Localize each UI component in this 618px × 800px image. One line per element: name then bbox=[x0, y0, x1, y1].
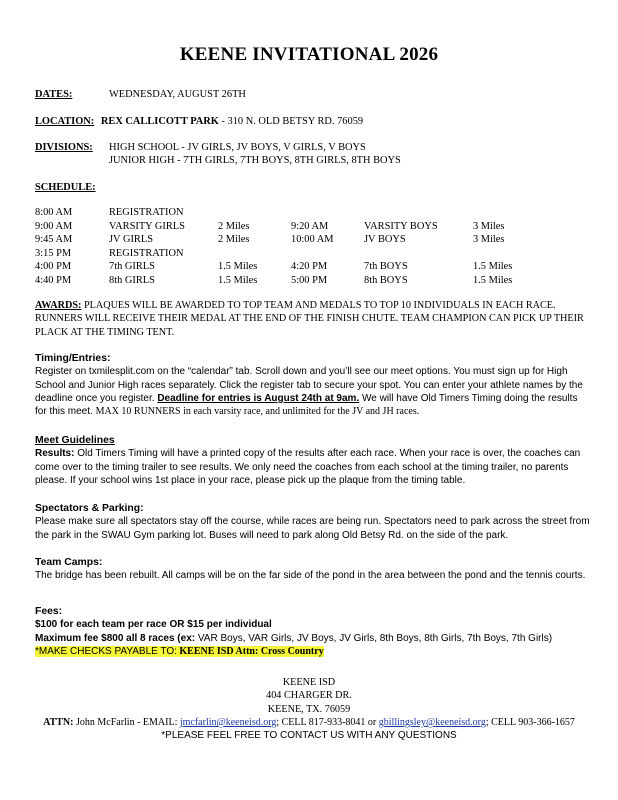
schedule-distance-2: 1.5 Miles bbox=[473, 261, 513, 272]
schedule-distance-2: 3 Miles bbox=[473, 220, 505, 232]
divisions-label: DIVISIONS: bbox=[35, 142, 93, 153]
document-title: KEENE INVITATIONAL 2026 bbox=[179, 44, 439, 65]
attn-name: John McFarlin - EMAIL: bbox=[73, 717, 180, 728]
schedule-event: 8th GIRLS bbox=[109, 274, 155, 286]
schedule-event-2: VARSITY BOYS bbox=[364, 220, 438, 232]
address-line-1: KEENE ISD bbox=[282, 677, 336, 688]
fees-max-label: Maximum fee $800 all 8 races (ex: bbox=[35, 632, 196, 644]
schedule-event-2: JV BOYS bbox=[364, 234, 406, 245]
schedule-event: REGISTRATION bbox=[109, 207, 184, 218]
schedule-time: 9:45 AM bbox=[35, 234, 73, 245]
location-label: LOCATION: bbox=[35, 116, 95, 127]
schedule-time-2: 4:20 PM bbox=[291, 261, 328, 272]
guidelines-heading: Meet Guidelines bbox=[35, 435, 115, 446]
schedule-event: 7th GIRLS bbox=[109, 261, 155, 272]
schedule-distance: 2 Miles bbox=[218, 234, 250, 245]
closing-line: *PLEASE FEEL FREE TO CONTACT US WITH ANY QUESTIONS bbox=[161, 730, 457, 741]
timing-text bbox=[35, 365, 591, 418]
timing-heading: Timing/Entries: bbox=[35, 353, 111, 364]
schedule-time: 4:40 PM bbox=[35, 274, 72, 286]
location-address: - 310 N. OLD BETSY RD. 76059 bbox=[218, 116, 364, 127]
fees-section bbox=[35, 605, 591, 658]
schedule-time: 9:00 AM bbox=[35, 220, 73, 232]
awards-label: AWARDS: bbox=[35, 300, 82, 311]
dates-row bbox=[35, 88, 246, 101]
spectators-section bbox=[35, 502, 591, 542]
schedule-time: 4:00 PM bbox=[35, 261, 72, 272]
schedule-heading bbox=[35, 181, 96, 194]
address-line-2: 404 CHARGER DR. bbox=[266, 690, 352, 701]
fees-line-2 bbox=[35, 632, 591, 645]
awards-paragraph bbox=[35, 299, 591, 339]
divisions-line-2: JUNIOR HIGH - 7TH GIRLS, 7TH BOYS, 8TH GIRLS, 8TH BOYS bbox=[109, 155, 401, 166]
fees-heading: Fees: bbox=[35, 606, 63, 617]
schedule-distance: 1.5 Miles bbox=[218, 261, 258, 272]
schedule-time-2: 5:00 PM bbox=[291, 274, 328, 286]
checks-payee: KEENE ISD Attn: Cross Country bbox=[176, 645, 324, 657]
schedule-time-2: 10:00 AM bbox=[291, 234, 334, 245]
attn-line bbox=[0, 716, 618, 730]
attn-cell-1: ; CELL 817-933-8041 or bbox=[276, 717, 379, 728]
results-paragraph bbox=[35, 447, 591, 487]
spectators-text: Please make sure all spectators stay off the course, while races are being run. Spectators need to park across the street from the park in the SWAU Gym parking lot. Buses will need to park along Old Betsy Rd. on the side of the park. bbox=[35, 516, 590, 541]
schedule-time-2: 9:20 AM bbox=[291, 220, 329, 232]
checks-line bbox=[35, 645, 591, 658]
schedule-distance: 1.5 Miles bbox=[218, 274, 258, 286]
divisions-line-1: HIGH SCHOOL - JV GIRLS, JV BOYS, V GIRLS, V BOYS bbox=[109, 142, 366, 153]
schedule-event: JV GIRLS bbox=[109, 234, 153, 245]
attn-label: ATTN: bbox=[43, 717, 74, 728]
address-line-3: KEENE, TX. 76059 bbox=[267, 704, 351, 715]
spectators-heading: Spectators & Parking: bbox=[35, 503, 144, 514]
results-label: Results: bbox=[35, 448, 75, 460]
camps-heading: Team Camps: bbox=[35, 557, 103, 568]
divisions-row bbox=[35, 141, 366, 154]
location-row bbox=[35, 115, 363, 128]
schedule-distance: 2 Miles bbox=[218, 220, 250, 232]
schedule-event-2: 8th BOYS bbox=[364, 274, 408, 286]
results-text: Old Timers Timing will have a printed copy of the results after each race. When your race is over, the coaches can come over to the timing trailer to see results. We only need the coaches from each school at the timing trailer, no parents please. If your school wins 1st place in your race, please pick up the plaque from the timing table. bbox=[35, 448, 581, 486]
checks-highlight bbox=[35, 646, 324, 657]
schedule-event: REGISTRATION bbox=[109, 247, 184, 259]
schedule-time: 3:15 PM bbox=[35, 247, 72, 259]
camps-section bbox=[35, 556, 591, 583]
awards-text: PLAQUES WILL BE AWARDED TO TOP TEAM AND MEDALS TO TOP 10 INDIVIDUALS IN EACH RACE. RUNNERS WILL RECEIVE THEIR MEDAL AT THE END OF THE FINISH CHUTE. TEAM CHAMPION CAN PICK UP THEIR PLACK AT THE TIMING TENT. bbox=[35, 300, 584, 338]
fees-max-example: VAR Boys, VAR Girls, JV Boys, JV Girls, 8th Boys, 8th Girls, 7th Boys, 7th Girls) bbox=[195, 632, 553, 644]
timing-text-2: We will have Old Timers Timing doing the results for this meet. bbox=[35, 392, 578, 418]
timing-section bbox=[35, 352, 591, 418]
email-link-1[interactable]: jmcfarlin@keeneisd.org bbox=[179, 717, 277, 728]
schedule-event: VARSITY GIRLS bbox=[109, 220, 185, 232]
deadline-text: Deadline for entries is August 24th at 9am. bbox=[157, 392, 360, 404]
schedule-time: 8:00 AM bbox=[35, 207, 73, 218]
fees-line-1: $100 for each team per race OR $15 per individual bbox=[35, 619, 272, 631]
schedule-event-2: 7th BOYS bbox=[364, 261, 408, 272]
timing-text-3: MAX 10 RUNNERS in each varsity race, and unlimited for the JV and JH races. bbox=[95, 406, 420, 418]
checks-prefix: *MAKE CHECKS PAYABLE TO: bbox=[35, 645, 177, 657]
email-link-2[interactable]: gbillingsley@keeneisd.org bbox=[378, 717, 486, 728]
dates-value: WEDNESDAY, AUGUST 26TH bbox=[109, 89, 246, 100]
schedule-distance-2: 1.5 Miles bbox=[473, 274, 513, 286]
schedule-distance-2: 3 Miles bbox=[473, 234, 505, 245]
schedule-label: SCHEDULE: bbox=[35, 182, 96, 193]
attn-cell-2: ; CELL 903-366-1657 bbox=[485, 717, 575, 728]
camps-text: The bridge has been rebuilt. All camps will be on the far side of the pond in the area between the pond and the tennis courts. bbox=[35, 570, 586, 582]
dates-label: DATES: bbox=[35, 89, 73, 100]
location-park: REX CALLICOTT PARK bbox=[100, 116, 219, 127]
guidelines-section bbox=[35, 434, 591, 487]
timing-text-1: Register on txmilesplit.com on the “calendar” tab. Scroll down and you’ll see our meet options. You must sign up for High School and Junior High races separately. Click the register tab to secure your spot. You can enter your athlete names by the deadline once you register. bbox=[35, 366, 583, 404]
